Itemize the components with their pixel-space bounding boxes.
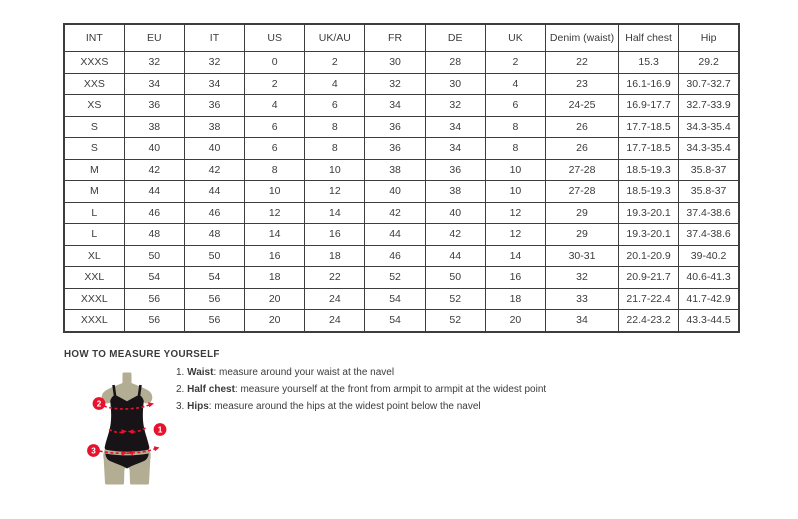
table-cell: 41.7-42.9 (679, 288, 739, 310)
table-cell: 42 (184, 159, 244, 181)
table-cell: 35.8-37 (679, 159, 739, 181)
table-cell: 52 (425, 310, 485, 332)
table-cell: 42 (365, 202, 425, 224)
table-cell: 44 (124, 181, 184, 203)
column-header: Denim (waist) (546, 24, 619, 52)
table-row (64, 95, 739, 117)
hips-badge (87, 444, 100, 457)
table-cell: 29.2 (679, 52, 739, 74)
table-cell: 18.5-19.3 (619, 181, 679, 203)
column-header: Hip (679, 24, 739, 52)
table-cell: 18 (245, 267, 305, 289)
table-cell: L (64, 202, 124, 224)
table-cell: 19.3-20.1 (619, 202, 679, 224)
table-cell: 36 (124, 95, 184, 117)
table-cell: 38 (425, 181, 485, 203)
table-cell: 36 (425, 159, 485, 181)
size-chart-table (63, 23, 740, 333)
table-row (64, 73, 739, 95)
table-cell: 44 (425, 245, 485, 267)
column-header: DE (425, 24, 485, 52)
table-cell: 48 (124, 224, 184, 246)
table-cell: 16.1-16.9 (619, 73, 679, 95)
table-cell: 34 (425, 116, 485, 138)
measure-step-number: 1. (176, 367, 188, 378)
table-cell: 50 (184, 245, 244, 267)
table-cell: 44 (184, 181, 244, 203)
table-cell: 56 (124, 288, 184, 310)
table-cell: 20 (245, 310, 305, 332)
table-cell: 34 (425, 138, 485, 160)
table-cell: 4 (305, 73, 365, 95)
table-cell: 46 (365, 245, 425, 267)
table-cell: 10 (485, 181, 545, 203)
header-row (64, 24, 739, 52)
table-cell: S (64, 138, 124, 160)
table-cell: 18.5-19.3 (619, 159, 679, 181)
table-cell: 24 (305, 288, 365, 310)
measure-step-term: Hips (187, 401, 209, 412)
table-cell: 20.9-21.7 (619, 267, 679, 289)
table-cell: 38 (124, 116, 184, 138)
table-cell: 54 (184, 267, 244, 289)
table-row (64, 267, 739, 289)
chest-badge-number: 2 (96, 399, 102, 409)
table-cell: 6 (305, 95, 365, 117)
table-cell: 38 (184, 116, 244, 138)
column-header: EU (124, 24, 184, 52)
table-cell: 52 (365, 267, 425, 289)
measure-steps (176, 367, 547, 419)
table-cell: 12 (485, 224, 545, 246)
table-body (64, 52, 739, 332)
table-cell: 2 (245, 73, 305, 95)
chest-badge (93, 397, 106, 410)
measure-heading: HOW TO MEASURE YOURSELF (64, 349, 220, 360)
table-cell: 8 (485, 116, 545, 138)
table-cell: 50 (425, 267, 485, 289)
table-cell: XXS (64, 73, 124, 95)
table-cell: 56 (184, 288, 244, 310)
table-cell: 20 (245, 288, 305, 310)
table-cell: 54 (124, 267, 184, 289)
table-row (64, 159, 739, 181)
table-cell: 37.4-38.6 (679, 224, 739, 246)
table-cell: M (64, 159, 124, 181)
table-cell: 44 (365, 224, 425, 246)
table-cell: 46 (184, 202, 244, 224)
cami-strap-left (114, 385, 116, 397)
column-header: UK (485, 24, 545, 52)
table-cell: 48 (184, 224, 244, 246)
table-cell: 23 (546, 73, 619, 95)
table-cell: 18 (305, 245, 365, 267)
table-cell: 56 (124, 310, 184, 332)
table-cell: 16.9-17.7 (619, 95, 679, 117)
table-cell: S (64, 116, 124, 138)
table-row (64, 138, 739, 160)
table-cell: 2 (305, 52, 365, 74)
table-cell: 40.6-41.3 (679, 267, 739, 289)
table-cell: 6 (245, 138, 305, 160)
table-cell: 30-31 (546, 245, 619, 267)
table-cell: XXXL (64, 288, 124, 310)
table-cell: 42 (425, 224, 485, 246)
table-row (64, 245, 739, 267)
table-cell: 8 (245, 159, 305, 181)
table-cell: 46 (124, 202, 184, 224)
table-cell: 0 (245, 52, 305, 74)
measure-step-text: : measure yourself at the front from armpit to armpit at the widest point (234, 384, 547, 395)
table-cell: 27-28 (546, 159, 619, 181)
table-cell: 35.8-37 (679, 181, 739, 203)
table-cell: 21.7-22.4 (619, 288, 679, 310)
table-cell: 36 (365, 116, 425, 138)
measure-step-number: 3. (176, 401, 188, 412)
table-cell: 8 (485, 138, 545, 160)
table-cell: 24-25 (546, 95, 619, 117)
table-cell: 26 (546, 116, 619, 138)
waist-badge (154, 423, 167, 436)
table-cell: 32.7-33.9 (679, 95, 739, 117)
measurement-figure-illustration (82, 369, 184, 487)
table-cell: 18 (485, 288, 545, 310)
table-cell: 8 (305, 138, 365, 160)
table-cell: 24 (305, 310, 365, 332)
table-cell: 32 (124, 52, 184, 74)
table-cell: 19.3-20.1 (619, 224, 679, 246)
table-cell: 4 (485, 73, 545, 95)
table-cell: 22.4-23.2 (619, 310, 679, 332)
table-cell: 12 (305, 181, 365, 203)
table-cell: L (64, 224, 124, 246)
table-cell: 12 (245, 202, 305, 224)
table-cell: 4 (245, 95, 305, 117)
table-cell: 27-28 (546, 181, 619, 203)
table-cell: 34 (365, 95, 425, 117)
table-cell: 30 (365, 52, 425, 74)
cami-strap-right (139, 385, 141, 397)
measure-step-text: : measure around the hips at the widest point below the navel (208, 401, 481, 412)
column-header: INT (64, 24, 124, 52)
table-cell: 34 (546, 310, 619, 332)
table-cell: 30 (425, 73, 485, 95)
table-cell: 8 (305, 116, 365, 138)
table-row (64, 310, 739, 332)
mannequin-illustration (82, 369, 184, 487)
measure-step (176, 402, 536, 413)
table-cell: 17.7-18.5 (619, 116, 679, 138)
table-cell: 43.3-44.5 (679, 310, 739, 332)
chest-measure-arrow (148, 402, 154, 407)
table-cell: XS (64, 95, 124, 117)
waist-badge-number: 1 (157, 425, 163, 435)
table-cell: 22 (546, 52, 619, 74)
measure-step (176, 384, 547, 396)
column-header: IT (184, 24, 244, 52)
table-cell: 33 (546, 288, 619, 310)
table-cell: 34.3-35.4 (679, 116, 739, 138)
table-cell: 16 (485, 267, 545, 289)
table-cell: XXXS (64, 52, 124, 74)
table-cell: 10 (305, 159, 365, 181)
table-cell: XXXL (64, 310, 124, 332)
measure-step-term: Waist (187, 367, 214, 378)
table-cell: 6 (485, 95, 545, 117)
table-cell: 20.1-20.9 (619, 245, 679, 267)
table-cell: M (64, 181, 124, 203)
camisole-shape (105, 395, 150, 451)
column-header: US (245, 24, 305, 52)
table-cell: 29 (546, 224, 619, 246)
table-cell: 16 (245, 245, 305, 267)
table-cell: 56 (184, 310, 244, 332)
table-cell: 14 (485, 245, 545, 267)
table-cell: 38 (365, 159, 425, 181)
table-cell: 15.3 (619, 52, 679, 74)
table-cell: 16 (305, 224, 365, 246)
table-cell: 14 (245, 224, 305, 246)
table-cell: 40 (425, 202, 485, 224)
table-cell: 30.7-32.7 (679, 73, 739, 95)
table-cell: 34 (124, 73, 184, 95)
table-cell: 52 (425, 288, 485, 310)
table-row (64, 116, 739, 138)
table-cell: 39-40.2 (679, 245, 739, 267)
table-cell: 37.4-38.6 (679, 202, 739, 224)
table-cell: 54 (365, 288, 425, 310)
table-cell: 14 (305, 202, 365, 224)
table-cell: 22 (305, 267, 365, 289)
table-cell: 34 (184, 73, 244, 95)
measure-step (176, 368, 536, 379)
table-row (64, 224, 739, 246)
table-cell: 32 (365, 73, 425, 95)
table-cell: 36 (365, 138, 425, 160)
measure-step-number: 2. (176, 384, 188, 395)
table-cell: 10 (485, 159, 545, 181)
table-cell: 2 (485, 52, 545, 74)
table-row (64, 202, 739, 224)
table-cell: 10 (245, 181, 305, 203)
hips-badge-number: 3 (91, 446, 96, 456)
table-cell: XL (64, 245, 124, 267)
hip-measure-arrow-end (154, 446, 160, 451)
table-cell: 6 (245, 116, 305, 138)
table-cell: 32 (425, 95, 485, 117)
table-cell: 32 (546, 267, 619, 289)
table-cell: 29 (546, 202, 619, 224)
table-cell: 40 (184, 138, 244, 160)
table-cell: 26 (546, 138, 619, 160)
table-cell: 36 (184, 95, 244, 117)
table-cell: 28 (425, 52, 485, 74)
table-row (64, 181, 739, 203)
table-row (64, 52, 739, 74)
column-header: FR (365, 24, 425, 52)
table-cell: 12 (485, 202, 545, 224)
table-row (64, 288, 739, 310)
table-cell: XXL (64, 267, 124, 289)
table-cell: 32 (184, 52, 244, 74)
table-cell: 40 (124, 138, 184, 160)
table-cell: 20 (485, 310, 545, 332)
table-cell: 17.7-18.5 (619, 138, 679, 160)
table-cell: 40 (365, 181, 425, 203)
measure-step-text: : measure around your waist at the navel (213, 367, 395, 378)
table-cell: 50 (124, 245, 184, 267)
table-cell: 54 (365, 310, 425, 332)
measure-step-term: Half chest (187, 384, 235, 395)
table-cell: 34.3-35.4 (679, 138, 739, 160)
column-header: UK/AU (305, 24, 365, 52)
table-cell: 42 (124, 159, 184, 181)
column-header: Half chest (619, 24, 679, 52)
